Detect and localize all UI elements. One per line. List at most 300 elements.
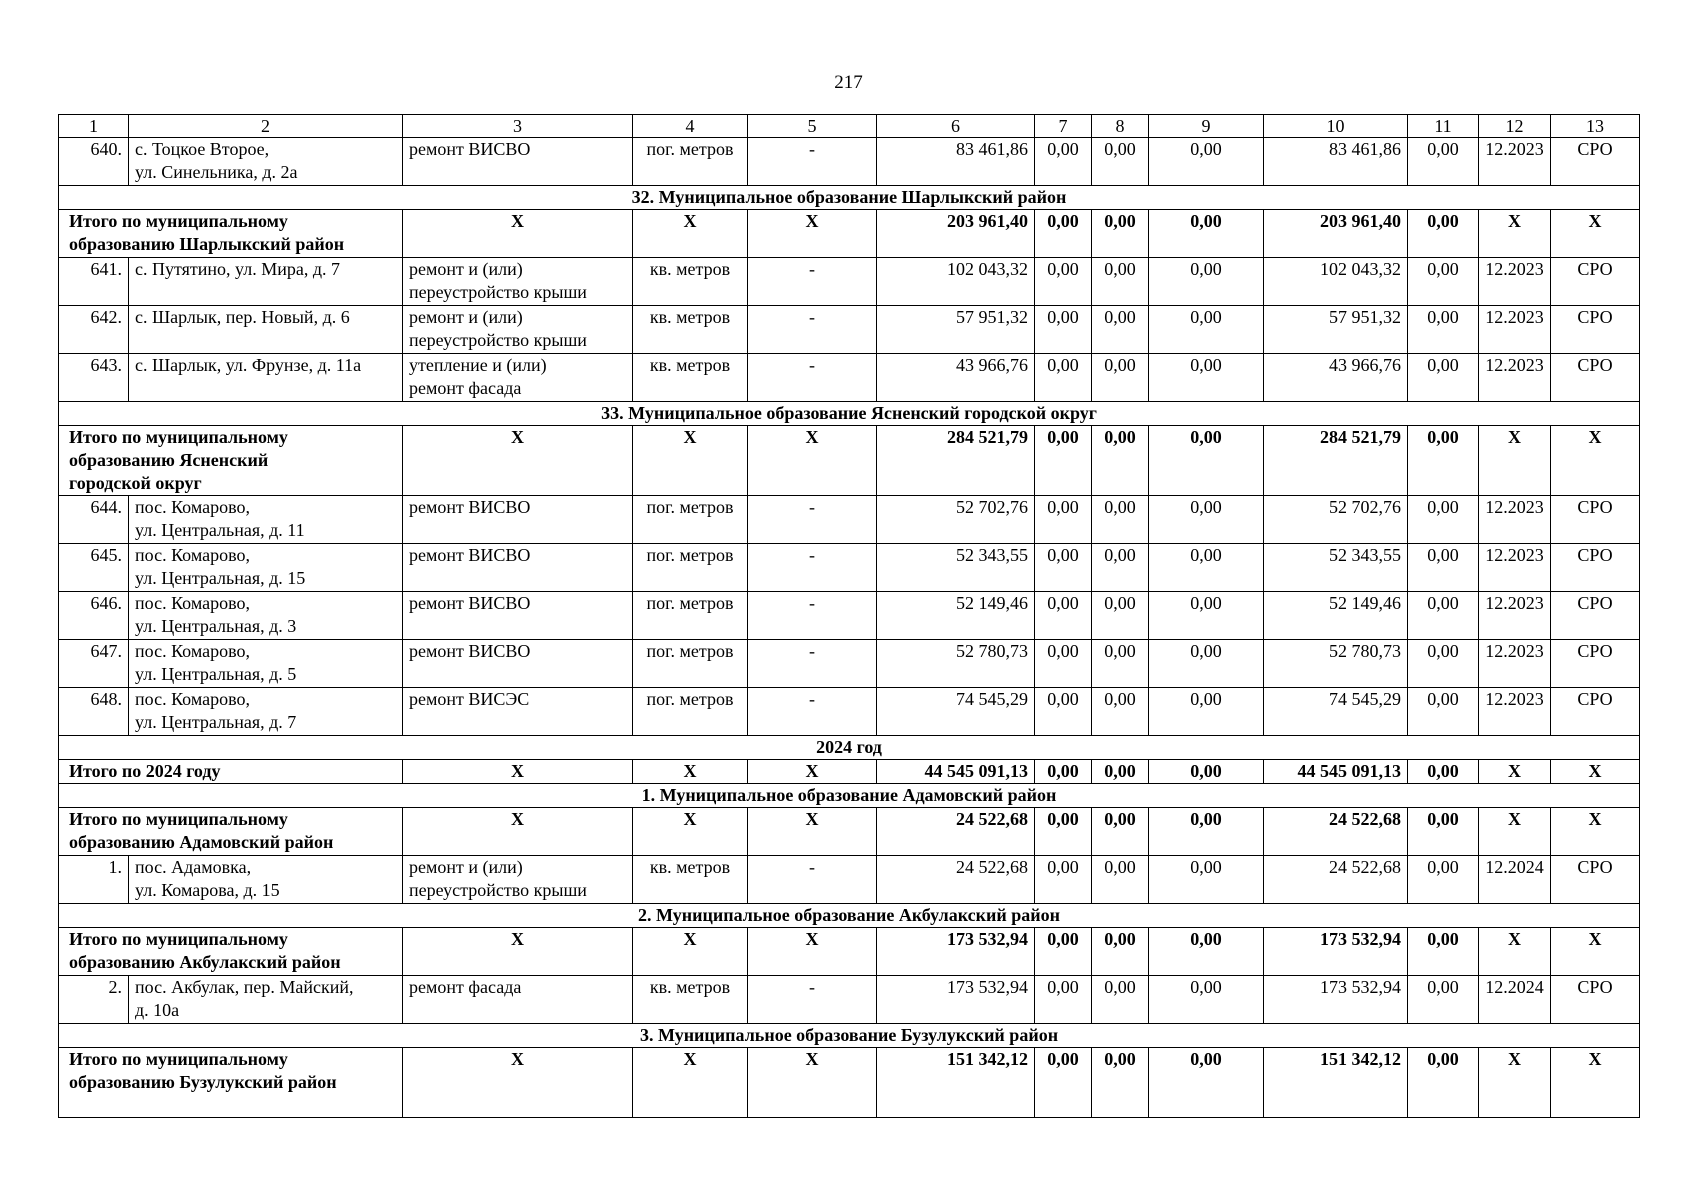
column-number-6: 6 [877,115,1035,138]
column-number-1: 1 [59,115,129,138]
cell-address [129,306,403,354]
cell-completion-date: 12.2023 [1479,496,1551,544]
cell-address [129,640,403,688]
cell-col10: 102 043,32 [1264,258,1408,306]
cell-col11: 0,00 [1408,592,1479,640]
cell-row-number: 644. [59,496,129,544]
cell-unit: кв. метров [633,856,748,904]
section-title: 33. Муниципальное образование Ясненский городской округ [59,402,1640,426]
cell-col7: 0,00 [1035,808,1092,856]
cell-col7: 0,00 [1035,760,1092,784]
cell-completion-date: 12.2023 [1479,258,1551,306]
page-number: 217 [834,72,863,93]
subtotal-label-line: Итого по муниципальному [69,929,288,949]
cell-unit-x: Х [633,808,748,856]
cell-col8: 0,00 [1092,426,1149,496]
work-type-line: ремонт ВИСВО [409,593,531,613]
cell-work-type [403,258,633,306]
cell-unit: пог. метров [633,138,748,186]
work-type-line: ремонт ВИСВО [409,497,531,517]
cell-col7: 0,00 [1035,306,1092,354]
subtotal-label [59,808,403,856]
cell-total-cost: 74 545,29 [877,688,1035,736]
cell-unit: кв. метров [633,354,748,402]
cell-total-cost: 24 522,68 [877,808,1035,856]
cell-unit: пог. метров [633,688,748,736]
cell-work-type [403,592,633,640]
cell-col8: 0,00 [1092,306,1149,354]
work-type-line: ремонт ВИСВО [409,139,531,159]
cell-col11: 0,00 [1408,426,1479,496]
work-type-line: ремонт и (или) [409,259,523,279]
section-title: 1. Муниципальное образование Адамовский район [59,784,1640,808]
subtotal-label-line: Итого по муниципальному [69,809,288,829]
section-title: 32. Муниципальное образование Шарлыкский район [59,186,1640,210]
cell-method: СРО [1551,688,1640,736]
cell-col7: 0,00 [1035,976,1092,1024]
cell-unit: пог. метров [633,544,748,592]
table-body [59,115,1640,1118]
cell-col8: 0,00 [1092,544,1149,592]
cell-completion-date: 12.2024 [1479,856,1551,904]
table-row [59,544,1640,592]
address-line: пос. Комарово, [135,689,250,709]
cell-col10: 173 532,94 [1264,976,1408,1024]
cell-work-type [403,138,633,186]
cell-col8: 0,00 [1092,760,1149,784]
cell-col8: 0,00 [1092,210,1149,258]
cell-method: СРО [1551,544,1640,592]
cell-total-cost: 52 343,55 [877,544,1035,592]
cell-total-cost: 24 522,68 [877,856,1035,904]
address-line: с. Путятино, ул. Мира, д. 7 [135,259,341,279]
cell-col8: 0,00 [1092,496,1149,544]
cell-col9: 0,00 [1149,306,1264,354]
cell-address [129,976,403,1024]
cell-col8: 0,00 [1092,928,1149,976]
address-line: ул. Синельника, д. 2а [135,162,298,182]
cell-total-cost: 52 149,46 [877,592,1035,640]
cell-method-x: Х [1551,426,1640,496]
cell-work-x: Х [403,1048,633,1118]
cell-unit: кв. метров [633,306,748,354]
cell-completion-date: 12.2023 [1479,688,1551,736]
cell-qty-x: Х [748,808,877,856]
cell-date-x: Х [1479,426,1551,496]
address-line: пос. Адамовка, [135,857,252,877]
cell-col10: 52 149,46 [1264,592,1408,640]
address-line: с. Шарлык, ул. Фрунзе, д. 11а [135,355,362,375]
table-row [59,688,1640,736]
cell-col9: 0,00 [1149,856,1264,904]
address-line: с. Шарлык, пер. Новый, д. 6 [135,307,350,327]
section-title: 2024 год [59,736,1640,760]
cell-method: СРО [1551,976,1640,1024]
cell-completion-date: 12.2023 [1479,138,1551,186]
address-line: ул. Центральная, д. 11 [135,520,305,540]
cell-row-number: 641. [59,258,129,306]
cell-work-x: Х [403,928,633,976]
cell-col9: 0,00 [1149,258,1264,306]
work-type-line: ремонт фасада [409,977,522,997]
cell-col7: 0,00 [1035,138,1092,186]
cell-quantity: - [748,640,877,688]
cell-completion-date: 12.2024 [1479,976,1551,1024]
cell-total-cost: 43 966,76 [877,354,1035,402]
cell-col8: 0,00 [1092,138,1149,186]
cell-col7: 0,00 [1035,856,1092,904]
cell-total-cost: 173 532,94 [877,976,1035,1024]
cell-completion-date: 12.2023 [1479,354,1551,402]
cell-completion-date: 12.2023 [1479,640,1551,688]
section-header-row [59,186,1640,210]
cell-row-number: 647. [59,640,129,688]
cell-col11: 0,00 [1408,976,1479,1024]
column-number-8: 8 [1092,115,1149,138]
cell-col7: 0,00 [1035,496,1092,544]
section-title: 3. Муниципальное образование Бузулукский район [59,1024,1640,1048]
table-row [59,640,1640,688]
cell-row-number: 640. [59,138,129,186]
cell-method-x: Х [1551,808,1640,856]
cell-col11: 0,00 [1408,928,1479,976]
cell-work-type [403,976,633,1024]
cell-unit-x: Х [633,760,748,784]
cell-col10: 52 702,76 [1264,496,1408,544]
cell-col10: 173 532,94 [1264,928,1408,976]
cell-address [129,856,403,904]
cell-method: СРО [1551,856,1640,904]
subtotal-label [59,210,403,258]
cell-col10: 151 342,12 [1264,1048,1408,1118]
cell-col11: 0,00 [1408,1048,1479,1118]
cell-row-number: 646. [59,592,129,640]
cell-address [129,688,403,736]
section-title: 2. Муниципальное образование Акбулакский район [59,904,1640,928]
column-number-9: 9 [1149,115,1264,138]
cell-address [129,354,403,402]
section-header-row [59,402,1640,426]
cell-col10: 203 961,40 [1264,210,1408,258]
cell-col11: 0,00 [1408,306,1479,354]
cell-work-type [403,640,633,688]
cell-address [129,138,403,186]
cell-completion-date: 12.2023 [1479,544,1551,592]
table-row [59,976,1640,1024]
cell-col7: 0,00 [1035,426,1092,496]
cell-unit: кв. метров [633,976,748,1024]
cell-quantity: - [748,976,877,1024]
cell-row-number: 1. [59,856,129,904]
column-number-row [59,115,1640,138]
cell-method: СРО [1551,258,1640,306]
cell-col10: 52 780,73 [1264,640,1408,688]
table-row [59,354,1640,402]
cell-date-x: Х [1479,210,1551,258]
table-row [59,592,1640,640]
cell-quantity: - [748,138,877,186]
cell-total-cost: 57 951,32 [877,306,1035,354]
work-type-line: ремонт ВИСВО [409,545,531,565]
cell-col8: 0,00 [1092,640,1149,688]
subtotal-row [59,210,1640,258]
subtotal-label-line: образованию Акбулакский район [69,952,341,972]
cell-qty-x: Х [748,1048,877,1118]
subtotal-label-line: городской округ [69,473,202,493]
cell-total-cost: 102 043,32 [877,258,1035,306]
subtotal-row [59,1048,1640,1118]
subtotal-row [59,808,1640,856]
cell-col7: 0,00 [1035,354,1092,402]
column-number-5: 5 [748,115,877,138]
cell-col10: 57 951,32 [1264,306,1408,354]
cell-work-x: Х [403,426,633,496]
cell-unit-x: Х [633,426,748,496]
cell-work-x: Х [403,210,633,258]
address-line: пос. Комарово, [135,593,250,613]
subtotal-label [59,928,403,976]
cell-unit-x: Х [633,210,748,258]
cell-unit-x: Х [633,1048,748,1118]
cell-address [129,544,403,592]
cell-col9: 0,00 [1149,354,1264,402]
subtotal-label-line: образованию Бузулукский район [69,1072,337,1092]
cell-col8: 0,00 [1092,808,1149,856]
cell-col11: 0,00 [1408,640,1479,688]
cell-method: СРО [1551,306,1640,354]
subtotal-label-line: образованию Ясненский [69,450,269,470]
cell-col9: 0,00 [1149,760,1264,784]
subtotal-label-line: Итого по 2024 году [69,761,221,781]
section-header-row [59,784,1640,808]
subtotal-label-line: Итого по муниципальному [69,427,288,447]
cell-total-cost: 52 702,76 [877,496,1035,544]
work-type-line: ремонт фасада [409,378,522,398]
cell-qty-x: Х [748,426,877,496]
table-row [59,496,1640,544]
subtotal-row [59,928,1640,976]
work-type-line: утепление и (или) [409,355,547,375]
cell-address [129,592,403,640]
cell-quantity: - [748,592,877,640]
cell-col11: 0,00 [1408,496,1479,544]
subtotal-label [59,1048,403,1118]
cell-col8: 0,00 [1092,592,1149,640]
cell-col10: 83 461,86 [1264,138,1408,186]
repair-register-table [58,114,1640,1118]
cell-col9: 0,00 [1149,1048,1264,1118]
cell-method-x: Х [1551,928,1640,976]
table-row [59,306,1640,354]
table-row [59,856,1640,904]
cell-unit: кв. метров [633,258,748,306]
cell-col8: 0,00 [1092,258,1149,306]
cell-col7: 0,00 [1035,928,1092,976]
cell-work-type [403,306,633,354]
cell-total-cost: 173 532,94 [877,928,1035,976]
cell-quantity: - [748,306,877,354]
cell-row-number: 643. [59,354,129,402]
cell-total-cost: 44 545 091,13 [877,760,1035,784]
subtotal-label-line: образованию Адамовский район [69,832,334,852]
cell-method-x: Х [1551,210,1640,258]
cell-date-x: Х [1479,760,1551,784]
cell-method: СРО [1551,354,1640,402]
cell-address [129,258,403,306]
section-header-row [59,1024,1640,1048]
cell-col9: 0,00 [1149,426,1264,496]
cell-col11: 0,00 [1408,258,1479,306]
cell-quantity: - [748,688,877,736]
work-type-line: ремонт ВИСЭС [409,689,530,709]
cell-col10: 24 522,68 [1264,808,1408,856]
cell-quantity: - [748,258,877,306]
cell-col8: 0,00 [1092,1048,1149,1118]
cell-col9: 0,00 [1149,808,1264,856]
address-line: ул. Центральная, д. 15 [135,568,306,588]
cell-total-cost: 203 961,40 [877,210,1035,258]
cell-col11: 0,00 [1408,856,1479,904]
cell-col10: 44 545 091,13 [1264,760,1408,784]
cell-unit: пог. метров [633,640,748,688]
cell-col9: 0,00 [1149,928,1264,976]
cell-quantity: - [748,496,877,544]
cell-col7: 0,00 [1035,592,1092,640]
cell-method: СРО [1551,138,1640,186]
subtotal-row [59,760,1640,784]
cell-qty-x: Х [748,760,877,784]
cell-row-number: 648. [59,688,129,736]
work-type-line: переустройство крыши [409,330,587,350]
cell-quantity: - [748,544,877,592]
cell-method-x: Х [1551,1048,1640,1118]
cell-total-cost: 151 342,12 [877,1048,1035,1118]
table-row [59,258,1640,306]
cell-col8: 0,00 [1092,688,1149,736]
work-type-line: ремонт и (или) [409,307,523,327]
cell-col7: 0,00 [1035,688,1092,736]
subtotal-row [59,426,1640,496]
cell-col10: 24 522,68 [1264,856,1408,904]
column-number-4: 4 [633,115,748,138]
cell-col10: 284 521,79 [1264,426,1408,496]
work-type-line: переустройство крыши [409,282,587,302]
cell-unit-x: Х [633,928,748,976]
subtotal-label [59,760,403,784]
cell-work-type [403,688,633,736]
address-line: пос. Комарово, [135,641,250,661]
cell-completion-date: 12.2023 [1479,306,1551,354]
cell-col11: 0,00 [1408,544,1479,592]
subtotal-label-line: образованию Шарлыкский район [69,234,345,254]
cell-col7: 0,00 [1035,258,1092,306]
cell-col8: 0,00 [1092,856,1149,904]
cell-col11: 0,00 [1408,354,1479,402]
cell-col10: 43 966,76 [1264,354,1408,402]
cell-col10: 52 343,55 [1264,544,1408,592]
cell-col9: 0,00 [1149,210,1264,258]
address-line: д. 10а [135,1000,180,1020]
column-number-13: 13 [1551,115,1640,138]
cell-col9: 0,00 [1149,688,1264,736]
cell-method: СРО [1551,496,1640,544]
cell-col11: 0,00 [1408,808,1479,856]
cell-col11: 0,00 [1408,760,1479,784]
subtotal-label-line: Итого по муниципальному [69,1049,288,1069]
cell-unit: пог. метров [633,592,748,640]
cell-col11: 0,00 [1408,688,1479,736]
cell-address [129,496,403,544]
cell-work-type [403,856,633,904]
cell-work-x: Х [403,760,633,784]
cell-col7: 0,00 [1035,1048,1092,1118]
work-type-line: ремонт ВИСВО [409,641,531,661]
cell-row-number: 645. [59,544,129,592]
cell-col11: 0,00 [1408,138,1479,186]
cell-date-x: Х [1479,1048,1551,1118]
address-line: пос. Комарово, [135,545,250,565]
cell-col9: 0,00 [1149,496,1264,544]
cell-work-type [403,544,633,592]
cell-qty-x: Х [748,210,877,258]
cell-row-number: 642. [59,306,129,354]
cell-completion-date: 12.2023 [1479,592,1551,640]
address-line: пос. Акбулак, пер. Майский, [135,977,354,997]
cell-col11: 0,00 [1408,210,1479,258]
cell-col7: 0,00 [1035,640,1092,688]
column-number-12: 12 [1479,115,1551,138]
cell-total-cost: 52 780,73 [877,640,1035,688]
section-header-row [59,904,1640,928]
cell-col8: 0,00 [1092,354,1149,402]
section-header-row [59,736,1640,760]
cell-col8: 0,00 [1092,976,1149,1024]
cell-quantity: - [748,856,877,904]
cell-col10: 74 545,29 [1264,688,1408,736]
cell-col7: 0,00 [1035,210,1092,258]
address-line: ул. Комарова, д. 15 [135,880,280,900]
cell-col9: 0,00 [1149,640,1264,688]
cell-work-x: Х [403,808,633,856]
cell-row-number: 2. [59,976,129,1024]
column-number-10: 10 [1264,115,1408,138]
work-type-line: переустройство крыши [409,880,587,900]
subtotal-label [59,426,403,496]
cell-method: СРО [1551,592,1640,640]
cell-col9: 0,00 [1149,544,1264,592]
cell-method-x: Х [1551,760,1640,784]
cell-col9: 0,00 [1149,592,1264,640]
cell-quantity: - [748,354,877,402]
cell-date-x: Х [1479,808,1551,856]
column-number-11: 11 [1408,115,1479,138]
address-line: ул. Центральная, д. 7 [135,712,297,732]
cell-date-x: Х [1479,928,1551,976]
cell-total-cost: 284 521,79 [877,426,1035,496]
address-line: пос. Комарово, [135,497,250,517]
work-type-line: ремонт и (или) [409,857,523,877]
column-number-3: 3 [403,115,633,138]
column-number-7: 7 [1035,115,1092,138]
cell-method: СРО [1551,640,1640,688]
address-line: ул. Центральная, д. 3 [135,616,297,636]
cell-col7: 0,00 [1035,544,1092,592]
subtotal-label-line: Итого по муниципальному [69,211,288,231]
address-line: с. Тоцкое Второе, [135,139,270,159]
cell-col9: 0,00 [1149,976,1264,1024]
cell-total-cost: 83 461,86 [877,138,1035,186]
address-line: ул. Центральная, д. 5 [135,664,297,684]
